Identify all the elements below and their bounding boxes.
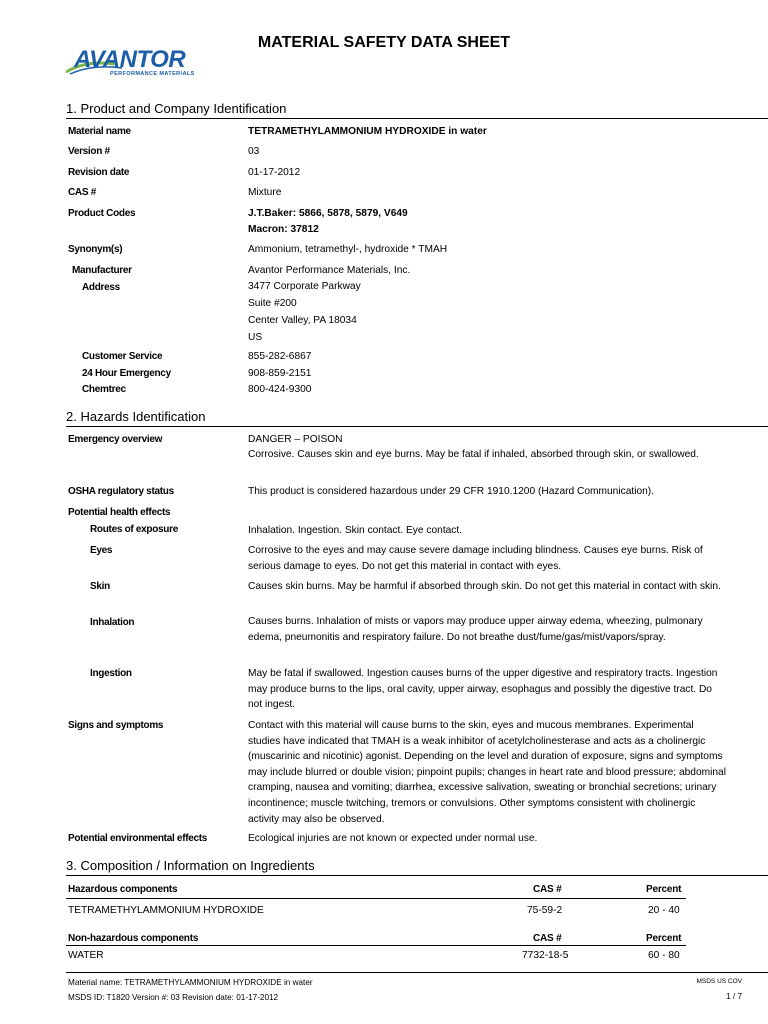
- product-codes-line-1: J.T.Baker: 5866, 5878, 5879, V649: [248, 208, 408, 219]
- nonhazardous-components-header: Non-hazardous components: [68, 933, 199, 944]
- emergency-label: 24 Hour Emergency: [82, 368, 171, 379]
- footer-rule: [66, 972, 768, 973]
- nonhazardous-component-cas: 7732-18-5: [522, 950, 569, 961]
- section-1-heading: 1. Product and Company Identification: [66, 101, 287, 116]
- product-codes-line-2: Macron: 37812: [248, 224, 319, 235]
- ingestion-value: May be fatal if swallowed. Ingestion causes burns of the upper digestive and respiratory tracts. Ingestion may produce burns to the lips, oral cavity, upper airway, esophagus and possibly the digestive tract. Do not ingest.: [248, 668, 718, 711]
- footer-ids: MSDS ID: T1820 Version #: 03 Revision date: 01-17-2012: [68, 993, 279, 1002]
- osha-value: This product is considered hazardous under 29 CFR 1910.1200 (Hazard Communication).: [248, 486, 655, 497]
- address-line-4: US: [248, 332, 263, 343]
- hazardous-cas-header: CAS #: [533, 884, 562, 895]
- footer-material-name: Material name: TETRAMETHYLAMMONIUM HYDROXIDE in water: [68, 978, 313, 987]
- hazardous-header-rule: [66, 898, 686, 899]
- document-title: MATERIAL SAFETY DATA SHEET: [257, 34, 511, 51]
- nonhazardous-component-percent: 60 - 80: [648, 950, 680, 961]
- routes-label: Routes of exposure: [90, 524, 178, 535]
- env-effects-value: Ecological injuries are not known or expected under normal use.: [248, 833, 538, 844]
- emergency-overview-line-1: DANGER – POISON: [248, 434, 343, 445]
- revision-label: Revision date: [68, 167, 130, 178]
- version-label: Version #: [68, 146, 110, 157]
- nonhazardous-cas-header: CAS #: [533, 933, 562, 944]
- material-name-value: TETRAMETHYLAMMONIUM HYDROXIDE in water: [248, 126, 487, 137]
- emergency-overview-label: Emergency overview: [68, 434, 163, 445]
- section-2-rule: [66, 426, 768, 427]
- manufacturer-value: Avantor Performance Materials, Inc.: [248, 265, 411, 276]
- customer-service-label: Customer Service: [82, 351, 163, 362]
- synonym-value: Ammonium, tetramethyl-, hydroxide * TMAH: [248, 244, 448, 255]
- skin-label: Skin: [90, 581, 110, 592]
- chemtrec-value: 800-424-9300: [248, 384, 312, 395]
- section-1-rule: [66, 118, 768, 119]
- section-3-heading: 3. Composition / Information on Ingredients: [66, 858, 315, 873]
- inhalation-label: Inhalation: [90, 617, 135, 628]
- product-codes-label: Product Codes: [68, 208, 136, 219]
- emergency-value: 908-859-2151: [248, 368, 312, 379]
- chemtrec-label: Chemtrec: [82, 384, 126, 395]
- hazardous-component-percent: 20 - 40: [648, 905, 680, 916]
- footer-code: MSDS US COV: [696, 978, 742, 985]
- cas-value: Mixture: [248, 187, 282, 198]
- nonhazardous-percent-header: Percent: [646, 933, 682, 944]
- inhalation-value: Causes burns. Inhalation of mists or vapors may produce upper airway edema, wheezing, pulmonary edema, pneumonitis and respiratory failure. Do not breathe dust/fume/gas/mist/vapors/spray.: [248, 616, 703, 643]
- manufacturer-label: Manufacturer: [72, 265, 132, 276]
- revision-value: 01-17-2012: [248, 167, 301, 178]
- hazardous-component-name: TETRAMETHYLAMMONIUM HYDROXIDE: [68, 905, 264, 916]
- address-line-2: Suite #200: [248, 298, 297, 309]
- address-line-3: Center Valley, PA 18034: [248, 315, 357, 326]
- address-label: Address: [82, 282, 120, 293]
- signs-label: Signs and symptoms: [68, 720, 164, 731]
- eyes-value: Corrosive to the eyes and may cause severe damage including blindness. Causes eye burns. Risk of serious damage to eyes. Do not get this material in contact with eyes.: [248, 545, 703, 572]
- material-name-label: Material name: [68, 126, 131, 137]
- osha-label: OSHA regulatory status: [68, 486, 174, 497]
- hazardous-component-cas: 75-59-2: [527, 905, 563, 916]
- cas-label: CAS #: [68, 187, 96, 198]
- section-3-rule: [66, 875, 768, 876]
- skin-value: Causes skin burns. May be harmful if absorbed through skin. Do not get this material in contact with skin.: [248, 581, 721, 592]
- address-line-1: 3477 Corporate Parkway: [248, 281, 361, 292]
- footer-page-number: 1 / 7: [726, 992, 742, 1001]
- logo-subtitle: PERFORMANCE MATERIALS: [110, 71, 195, 77]
- signs-value: Contact with this material will cause burns to the skin, eyes and mucous membranes. Experimental studies have indicated that TMAH is a weak inhibitor of acetylcholinesterase and acts as a cholinergic (muscarinic and nicotinic) agonist. Depending on the level and duration of exposure, signs and symptoms may include blurred or double vision; pinpoint pupils; changes in heart rate and blood pressure; abdominal cramping, nausea and vomiting; diarrhea, excessive salivation, sweating or bronchial secretions; urinary incontinence; muscle twitching, tremors or convulsions. Other symptoms consistent with cholinergic activity may also be observed.: [248, 720, 726, 825]
- nonhazardous-header-rule: [66, 945, 686, 946]
- nonhazardous-component-name: WATER: [68, 950, 104, 961]
- eyes-label: Eyes: [90, 545, 113, 556]
- hazardous-percent-header: Percent: [646, 884, 682, 895]
- emergency-overview-line-2: Corrosive. Causes skin and eye burns. May be fatal if inhaled, absorbed through skin, or swallowed.: [248, 449, 699, 460]
- env-effects-label: Potential environmental effects: [68, 833, 208, 844]
- version-value: 03: [248, 146, 260, 157]
- ingestion-label: Ingestion: [90, 668, 132, 679]
- customer-service-value: 855-282-6867: [248, 351, 312, 362]
- synonym-label: Synonym(s): [68, 244, 123, 255]
- routes-value: Inhalation. Ingestion. Skin contact. Eye contact.: [248, 525, 463, 536]
- logo-wordmark: AVANTOR: [74, 46, 186, 73]
- section-2-heading: 2. Hazards Identification: [66, 409, 206, 424]
- health-effects-label: Potential health effects: [68, 507, 171, 518]
- hazardous-components-header: Hazardous components: [68, 884, 178, 895]
